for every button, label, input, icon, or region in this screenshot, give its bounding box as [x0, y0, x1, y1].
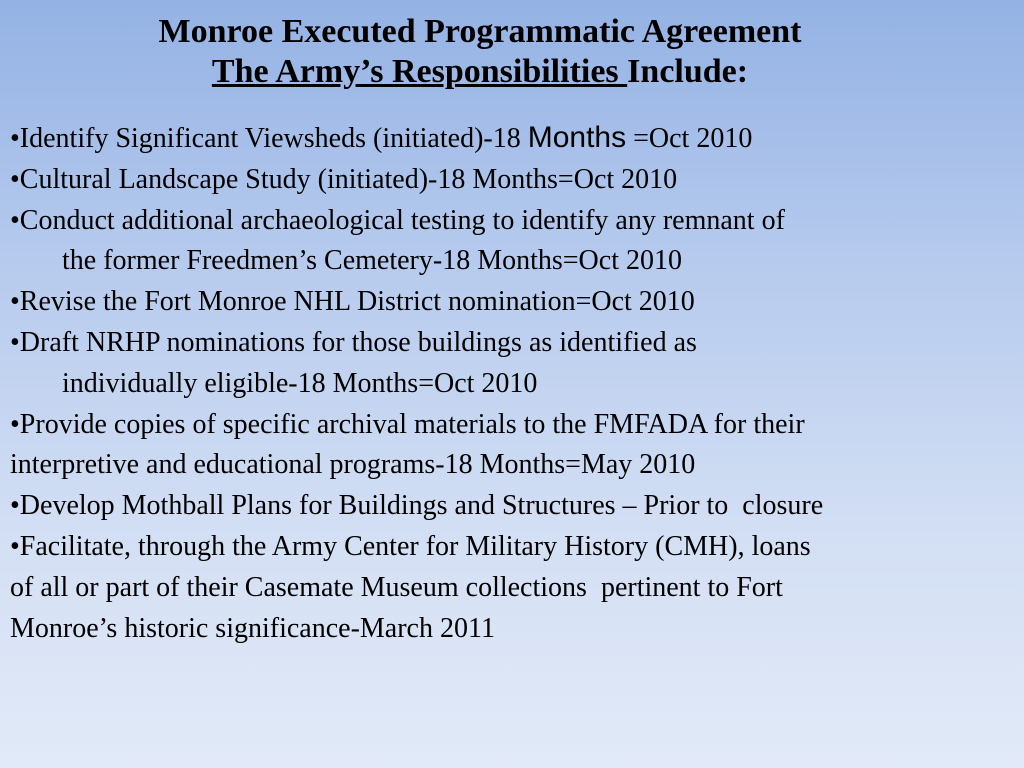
- title-line-2: [0, 52, 960, 92]
- bullet-item-cultural-landscape: •Cultural Landscape Study (initiated)-18 Months=Oct 2010: [10, 163, 678, 195]
- title-underlined-text: The Army’s Responsibilities: [211, 53, 628, 90]
- bullet-line-1: •Draft NRHP nominations for those buildings as identified as: [10, 326, 697, 358]
- bullet-item-archaeological-testing: [10, 201, 1015, 283]
- bullet-item-archival-materials: [10, 405, 1015, 487]
- bullet-list: [10, 118, 1015, 649]
- bullet-line-2: individually eligible-18 Months=Oct 2010: [62, 367, 538, 399]
- bullet-text: •Identify Significant Viewsheds (initiated)-18: [10, 123, 528, 154]
- bullet-item-nhl-nomination: •Revise the Fort Monroe NHL District nomination=Oct 2010: [10, 286, 695, 318]
- bullet-line-2: the former Freedmen’s Cemetery-18 Months=Oct 2010: [62, 245, 682, 277]
- bullet-item-cmh-loans: [10, 527, 1015, 649]
- title-rest-text: Include:: [627, 53, 749, 90]
- bullet-line-2: of all or part of their Casemate Museum collections pertinent to Fort: [10, 571, 783, 603]
- bullet-line-3: Monroe’s historic significance-March 2011: [10, 612, 495, 644]
- slide-title: [0, 12, 960, 92]
- bullet-line-2: interpretive and educational programs-18 Months=May 2010: [10, 449, 696, 481]
- bullet-item-nrhp-nominations: [10, 323, 1015, 405]
- title-line-1: Monroe Executed Programmatic Agreement: [158, 13, 802, 50]
- bullet-emphasis-text: Months: [527, 121, 627, 154]
- bullet-line-1: •Provide copies of specific archival materials to the FMFADA for their: [10, 408, 805, 440]
- bullet-text-end: =Oct 2010: [626, 123, 753, 154]
- bullet-item-mothball-plans: •Develop Mothball Plans for Buildings and Structures – Prior to closure: [10, 490, 824, 522]
- bullet-item-viewsheds: [10, 118, 1015, 160]
- bullet-line-1: •Conduct additional archaeological testing to identify any remnant of: [10, 204, 785, 236]
- bullet-line-1: •Facilitate, through the Army Center for Military History (CMH), loans: [10, 530, 811, 562]
